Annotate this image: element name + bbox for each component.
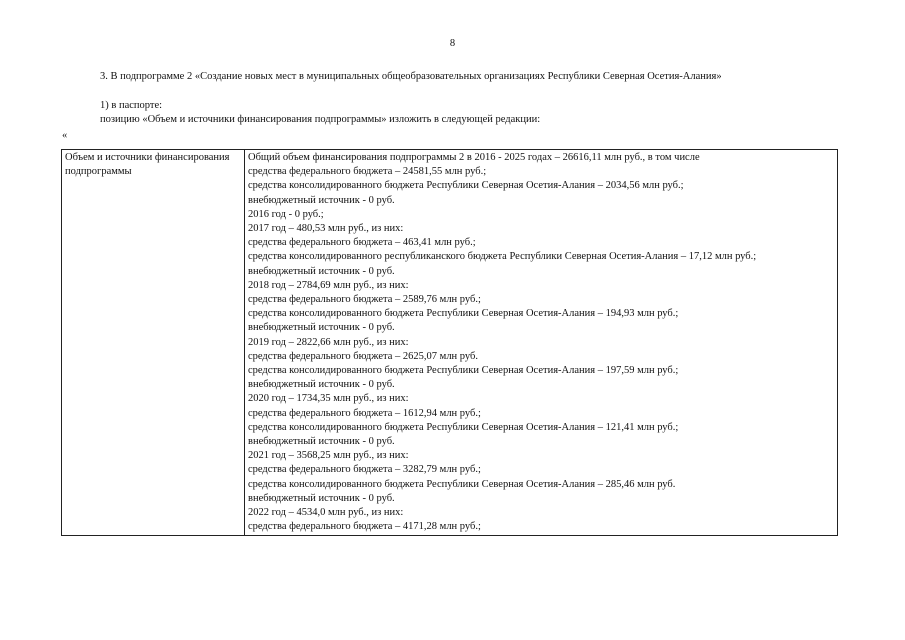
financing-line: средства консолидированного бюджета Республики Северная Осетия-Алания – 285,46 млн руб.	[248, 478, 676, 490]
financing-line: 2019 год – 2822,66 млн руб., из них:	[248, 336, 409, 348]
financing-line: Общий объем финансирования подпрограммы 2 в 2016 - 2025 годах – 26616,11 млн руб., в том числе	[248, 152, 700, 163]
financing-line: 2020 год – 1734,35 млн руб., из них:	[248, 393, 409, 405]
financing-line: 2016 год - 0 руб.;	[248, 208, 324, 220]
financing-line: средства консолидированного бюджета Республики Северная Осетия-Алания – 121,41 млн руб.;	[248, 421, 679, 433]
financing-line: внебюджетный источник - 0 руб.	[248, 492, 395, 504]
financing-line: 2017 год – 480,53 млн руб., из них:	[248, 223, 404, 235]
financing-line: средства консолидированного бюджета Республики Северная Осетия-Алания – 2034,56 млн руб.;	[248, 180, 684, 192]
passport-table	[61, 149, 838, 536]
table-label-cell: Объем и источники финансирования подпрограммы	[62, 150, 245, 536]
financing-line: внебюджетный источник - 0 руб.	[248, 194, 395, 206]
financing-line: 2022 год – 4534,0 млн руб., из них:	[248, 507, 404, 519]
financing-line: внебюджетный источник - 0 руб.	[248, 379, 395, 391]
table-row	[62, 150, 838, 536]
financing-line: средства федерального бюджета – 1612,94 млн руб.;	[248, 407, 481, 419]
paragraph-sub-1: 1) в паспорте:	[100, 100, 163, 111]
financing-line: средства федерального бюджета – 463,41 млн руб.;	[248, 237, 476, 249]
financing-line: средства консолидированного республиканского бюджета Республики Северная Осетия-Алания – 17,12 млн руб.;	[248, 251, 757, 263]
table-value-cell	[245, 150, 838, 536]
paragraph-item-3: 3. В подпрограмме 2 «Создание новых мест в муниципальных общеобразовательных организациях Республики Северная Осетия-Алания»	[100, 71, 722, 82]
financing-line: внебюджетный источник - 0 руб.	[248, 265, 395, 277]
financing-line: 2021 год – 3568,25 млн руб., из них:	[248, 450, 409, 462]
financing-line: внебюджетный источник - 0 руб.	[248, 322, 395, 334]
financing-line: 2018 год – 2784,69 млн руб., из них:	[248, 279, 409, 291]
financing-line: средства федерального бюджета – 4171,28 млн руб.;	[248, 521, 481, 533]
financing-line: средства консолидированного бюджета Республики Северная Осетия-Алания – 197,59 млн руб.;	[248, 365, 679, 377]
financing-line: средства федерального бюджета – 2589,76 млн руб.;	[248, 294, 481, 306]
financing-line: средства федерального бюджета – 24581,55 млн руб.;	[248, 166, 487, 178]
financing-line: средства консолидированного бюджета Республики Северная Осетия-Алания – 194,93 млн руб.;	[248, 308, 679, 320]
open-quote: «	[62, 130, 68, 141]
financing-line: средства федерального бюджета – 2625,07 млн руб.	[248, 350, 478, 362]
paragraph-instruction: позицию «Объем и источники финансирования подпрограммы» изложить в следующей редакции:	[100, 114, 541, 125]
financing-line: средства федерального бюджета – 3282,79 млн руб.;	[248, 464, 481, 476]
page-number: 8	[449, 38, 456, 49]
financing-line: внебюджетный источник - 0 руб.	[248, 436, 395, 448]
